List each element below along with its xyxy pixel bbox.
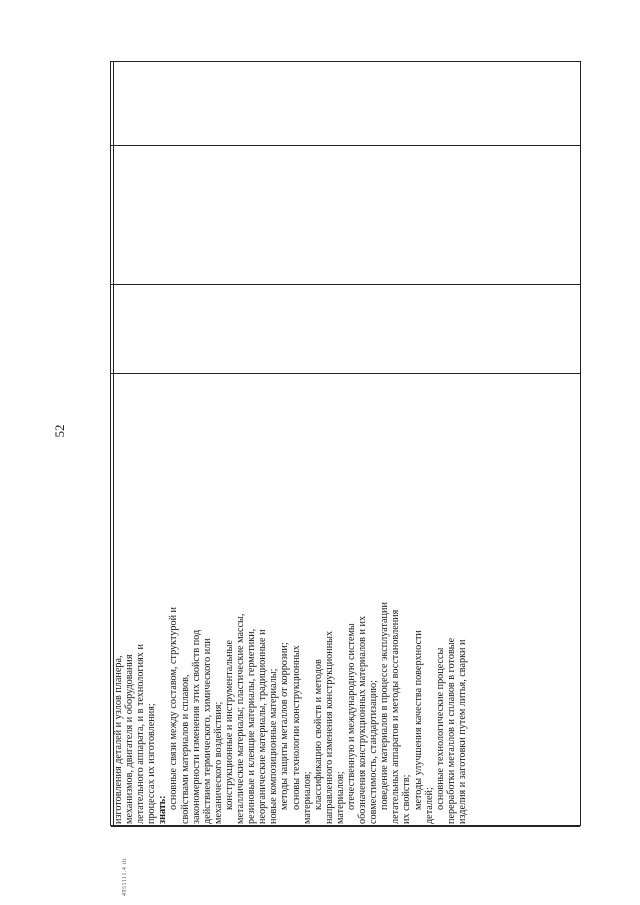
row-divider-1 (111, 145, 580, 146)
text-line: совместимость, стандартизацию; (368, 680, 380, 824)
text-line: методы защиты металлов от коррозии; (279, 642, 291, 810)
text-line: поведение материалов в процессе эксплуатации (379, 602, 391, 810)
text-line: переработки металлов и сплавов в готовые (445, 637, 457, 824)
text-line: механического воздействия; (212, 701, 224, 824)
text-line: конструкционные и инструментальные (223, 640, 235, 810)
footer-mark: 4951111.4 ilt (122, 858, 128, 896)
text-line: основные технологические процессы (434, 647, 446, 810)
text-line: деталей; (423, 787, 435, 824)
text-line: методы улучшения качества поверхности (412, 630, 424, 810)
page-number: 52 (52, 424, 67, 438)
text-line: неорганические материалы, традиционные и (257, 629, 269, 824)
text-line: новые композиционные материалы; (268, 668, 280, 824)
text-line: материалов; (301, 771, 313, 824)
bold-text: знать: (157, 795, 169, 824)
text-line: изделия и заготовки путем литья, сварки и (456, 639, 468, 824)
text-line: основные связи между составом, структурой и (168, 606, 180, 810)
row-divider-3 (111, 373, 580, 374)
text-line: действием термического, химического или (201, 638, 213, 824)
row-divider-2 (111, 284, 580, 285)
text-line: летательного аппарата, и в технологиях и (135, 644, 147, 824)
text-line: изготовления деталей и узлов планера, (113, 655, 124, 824)
row-divider-4 (111, 826, 580, 827)
text-line: металлические материалы; пластические массы, (235, 613, 247, 824)
text-line: механизмов, двигателя и оборудования (124, 654, 136, 824)
competency-text-cell (111, 536, 570, 826)
text-line: их свойств; (401, 774, 413, 824)
text-line: классификацию свойств и методов (312, 659, 324, 810)
text-line: направленного изменения конструкционных (323, 630, 335, 824)
text-line: материалов; (334, 771, 346, 824)
text-line: основы технологии конструкционных (290, 645, 302, 810)
text-line: процессах их изготовления; (146, 703, 158, 824)
text-line: отечественную и международную системы (345, 623, 357, 810)
text-line: резиновые и клеящие материалы, герметики, (246, 628, 258, 824)
text-line: летательных аппаратов и методы восстановления (390, 609, 402, 824)
text-line: обозначения конструкционных материалов и их (357, 615, 369, 824)
text-line: закономерности изменения этих свойств под (190, 629, 202, 824)
text-line: свойствами материалов и сплавов, (179, 674, 191, 824)
section-heading (157, 540, 168, 824)
